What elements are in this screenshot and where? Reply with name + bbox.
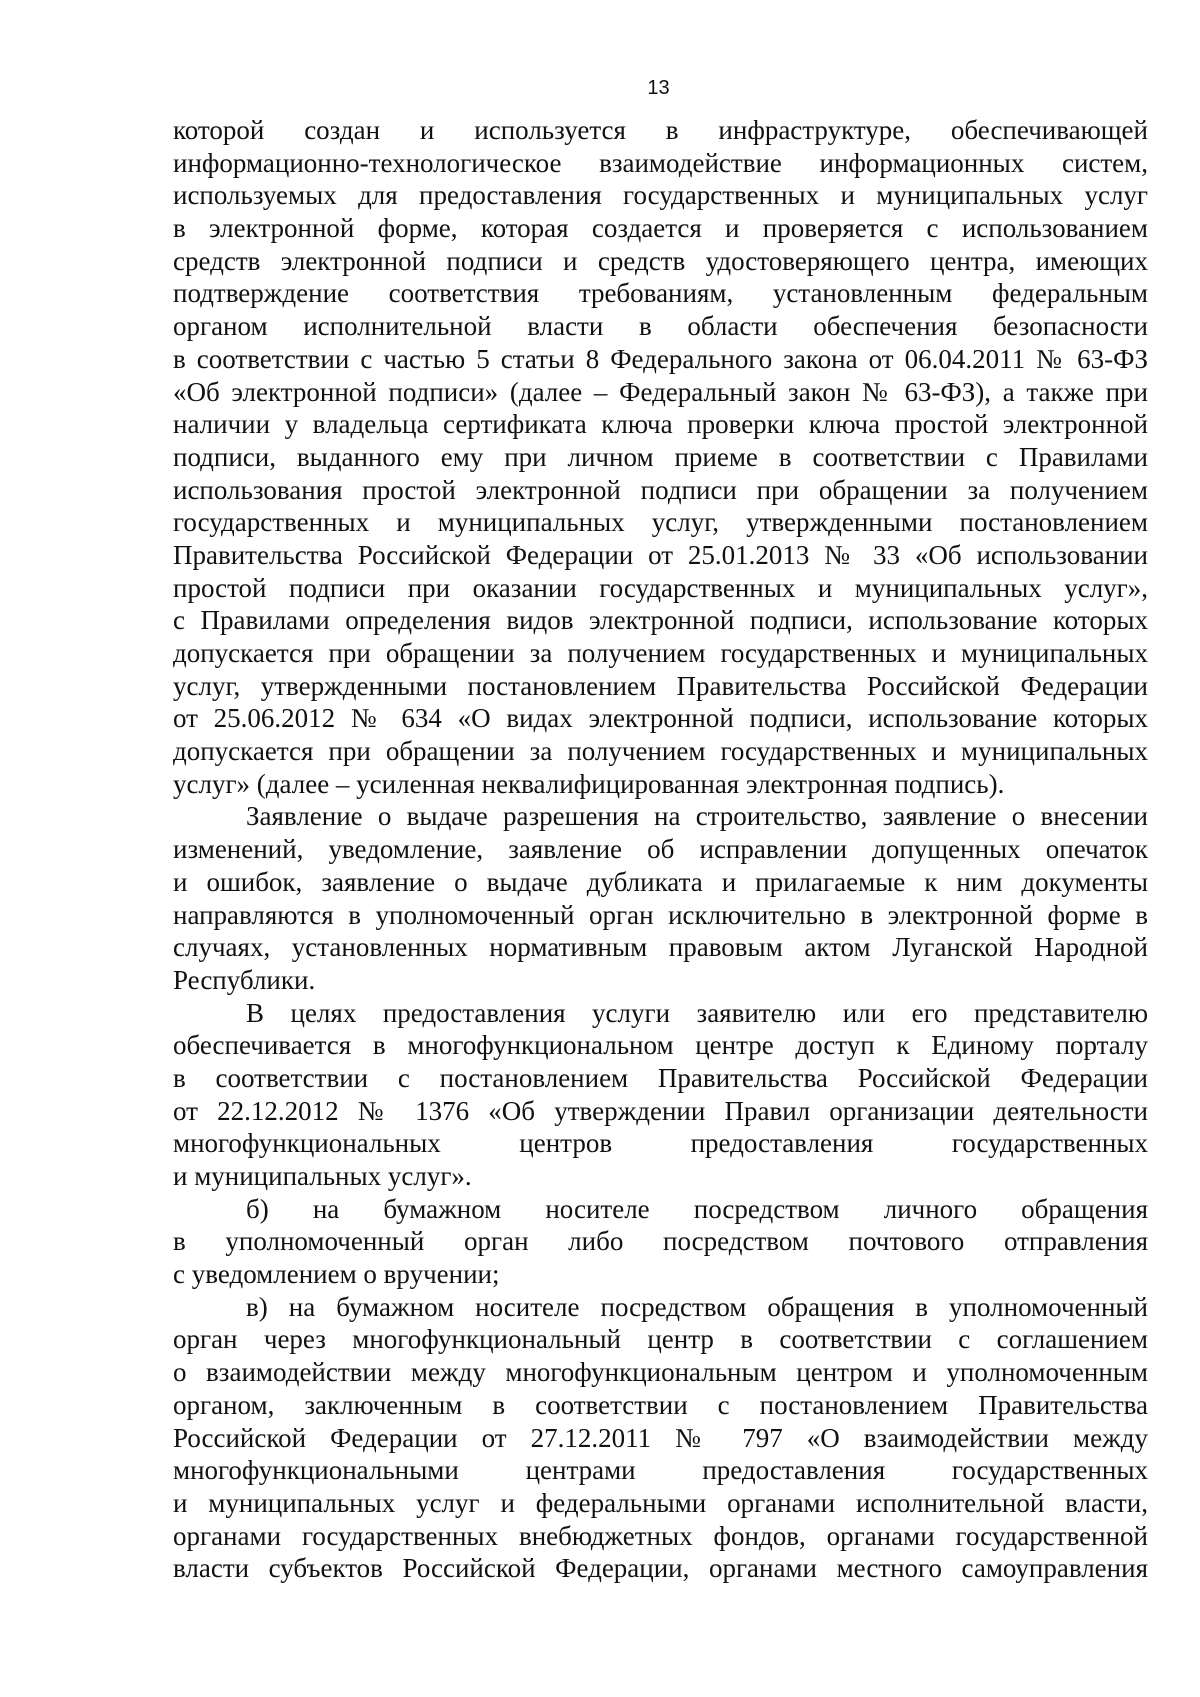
text-line: допускается при обращении за получением государственных и муниципальных — [173, 736, 1148, 767]
text-line: средств электронной подписи и средств удостоверяющего центра, имеющих — [173, 245, 1148, 276]
text-line: органом исполнительной власти в области обеспечения безопасности — [173, 311, 1148, 342]
text-line: простой подписи при оказании государственных и муниципальных услуг», — [173, 572, 1148, 603]
text-line: допускается при обращении за получением государственных и муниципальных — [173, 638, 1148, 668]
text-line: с уведомлением о вручении; — [173, 1259, 500, 1290]
text-line: случаях, установленных нормативным правовым актом Луганской Народной — [173, 932, 1148, 963]
text-line: в электронной форме, которая создается и проверяется с использованием — [173, 213, 1148, 244]
text-line: в уполномоченный орган либо посредством почтового отправления — [173, 1226, 1148, 1257]
paragraph-first-line: в) на бумажном носителе посредством обращения в уполномоченный — [246, 1291, 1148, 1322]
text-line: Республики. — [173, 964, 316, 995]
text-line: информационно-технологическое взаимодействие информационных систем, — [173, 147, 1148, 178]
text-line: обеспечивается в многофункциональном центре доступ к Единому порталу — [173, 1030, 1148, 1061]
text-line: о взаимодействии между многофункциональным центром и уполномоченным — [173, 1357, 1148, 1388]
page-number: 13 — [647, 77, 670, 99]
text-line: наличии у владельца сертификата ключа проверки ключа простой электронной — [173, 409, 1148, 440]
text-line: орган через многофункциональный центр в соответствии с соглашением — [173, 1324, 1148, 1355]
text-line: изменений, уведомление, заявление об исправлении допущенных опечаток — [173, 834, 1148, 865]
body-text — [173, 114, 1148, 1585]
text-line: использования простой электронной подписи при обращении за получением — [173, 474, 1148, 505]
text-line: «Об электронной подписи» (далее – Федеральный закон № 63-ФЗ), а также при — [173, 376, 1148, 407]
text-line: и муниципальных услуг». — [173, 1161, 472, 1191]
text-line: многофункциональными центрами предоставления государственных — [173, 1455, 1148, 1486]
text-line: органами государственных внебюджетных фондов, органами государственной — [173, 1520, 1148, 1551]
paragraph-first-line: б) на бумажном носителе посредством личного обращения — [246, 1193, 1148, 1224]
text-line: в соответствии с частью 5 статьи 8 Федерального закона от 06.04.2011 № 63-ФЗ — [173, 343, 1148, 374]
paragraph-first-line: В целях предоставления услуги заявителю или его представителю — [246, 997, 1148, 1028]
text-line: используемых для предоставления государственных и муниципальных услуг — [173, 180, 1148, 211]
paragraph-first-line: Заявление о выдаче разрешения на строительство, заявление о внесении — [246, 801, 1148, 832]
text-line: услуг, утвержденными постановлением Правительства Российской Федерации — [173, 670, 1148, 701]
text-line: и муниципальных услуг и федеральными органами исполнительной власти, — [173, 1487, 1148, 1518]
text-line: услуг» (далее – усиленная неквалифицированная электронная подпись). — [173, 768, 1005, 799]
text-line: направляются в уполномоченный орган исключительно в электронной форме в — [173, 899, 1148, 930]
text-line: подписи, выданного ему при личном приеме в соответствии с Правилами — [173, 441, 1148, 472]
text-line: в соответствии с постановлением Правительства Российской Федерации — [173, 1062, 1148, 1093]
text-line: от 22.12.2012 № 1376 «Об утверждении Правил организации деятельности — [173, 1095, 1148, 1126]
text-line: государственных и муниципальных услуг, утвержденными постановлением — [173, 507, 1148, 538]
text-line: многофункциональных центров предоставления государственных — [173, 1128, 1148, 1159]
text-line: и ошибок, заявление о выдаче дубликата и прилагаемые к ним документы — [173, 866, 1148, 897]
text-line: с Правилами определения видов электронной подписи, использование которых — [173, 605, 1148, 636]
text-line: Правительства Российской Федерации от 25.01.2013 № 33 «Об использовании — [173, 539, 1148, 570]
text-line: органом, заключенным в соответствии с постановлением Правительства — [173, 1389, 1148, 1420]
text-line: Российской Федерации от 27.12.2011 № 797 «О взаимодействии между — [173, 1422, 1148, 1453]
text-line: которой создан и используется в инфраструктуре, обеспечивающей — [173, 115, 1148, 145]
text-line: от 25.06.2012 № 634 «О видах электронной подписи, использование которых — [173, 703, 1148, 734]
text-line: власти субъектов Российской Федерации, органами местного самоуправления — [173, 1553, 1148, 1584]
text-line: подтверждение соответствия требованиям, установленным федеральным — [173, 278, 1148, 309]
